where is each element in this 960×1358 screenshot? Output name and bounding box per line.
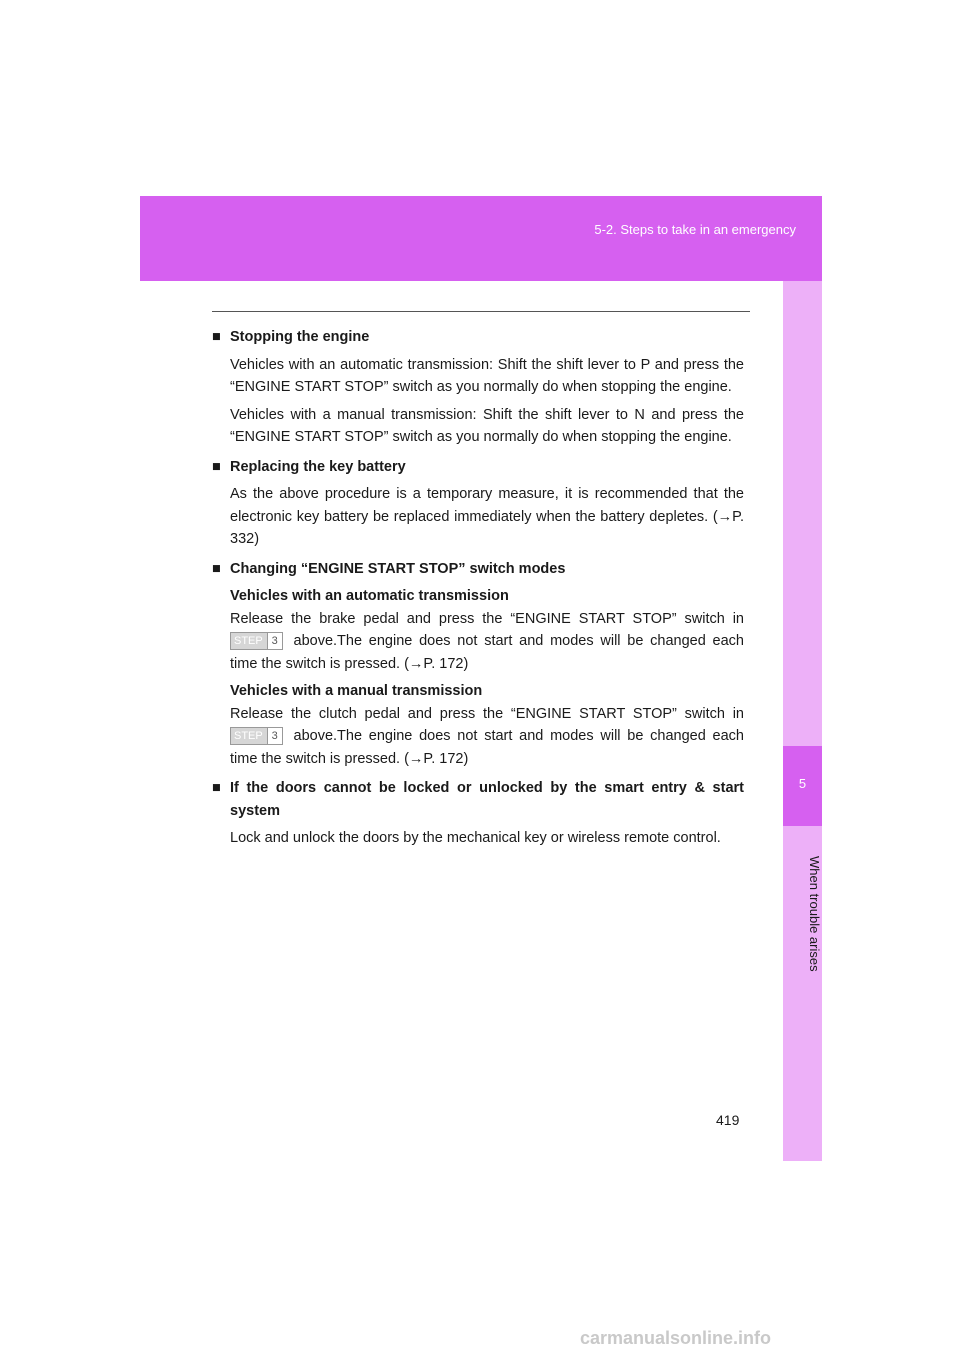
step-badge: STEP 3 <box>230 727 283 745</box>
square-bullet-icon: ■ <box>212 560 221 577</box>
paragraph: Release the clutch pedal and press the “ENGINE START STOP” switch in STEP 3 above.The engine does not start and modes will be changed each time the switch is pressed. (→P. 172) <box>230 705 744 767</box>
section-header-band <box>140 196 822 281</box>
paragraph: As the above procedure is a temporary measure, it is recommended that the electronic key battery be replaced immediately when the battery depletes. (→P. 332) <box>230 486 744 547</box>
item-stopping-engine <box>212 326 744 449</box>
page-number: 419 <box>716 1112 740 1128</box>
sub-heading: Vehicles with a manual transmission <box>230 683 483 699</box>
watermark: carmanualsonline.info <box>580 1328 772 1348</box>
item-title: ■ If the doors cannot be locked or unlocked by the smart entry & start system <box>212 777 744 822</box>
item-title: ■ Changing “ENGINE START STOP” switch modes <box>212 558 744 581</box>
item-title: ■ Replacing the key battery <box>212 456 744 479</box>
paragraph: Vehicles with a manual transmission: Shift the shift lever to N and press the “ENGINE START STOP” switch as you normally do when stopping the engine. <box>230 406 744 445</box>
chapter-side-tab <box>783 281 822 1161</box>
paragraph: Vehicles with an automatic transmission: Shift the shift lever to P and press the “ENGINE START STOP” switch as you normally do when stopping the engine. <box>230 356 744 395</box>
step-badge: STEP 3 <box>230 632 283 650</box>
paragraph: Lock and unlock the doors by the mechanical key or wireless remote control. <box>230 830 721 846</box>
item-switch-modes <box>212 558 744 771</box>
paragraph: Release the brake pedal and press the “ENGINE START STOP” switch in STEP 3 above.The engine does not start and modes will be changed each time the switch is pressed. (→P. 172) <box>230 610 744 672</box>
page-content <box>212 326 744 857</box>
square-bullet-icon: ■ <box>212 329 221 345</box>
chapter-label: When trouble arises <box>807 856 822 972</box>
item-smart-entry <box>212 777 744 850</box>
item-key-battery <box>212 456 744 551</box>
square-bullet-icon: ■ <box>212 458 221 475</box>
top-divider <box>212 311 750 312</box>
square-bullet-icon: ■ <box>212 780 221 796</box>
item-title: ■ Stopping the engine <box>212 326 744 349</box>
section-title: 5-2. Steps to take in an emergency <box>594 222 796 237</box>
chapter-number-tab <box>783 746 822 826</box>
sub-heading: Vehicles with an automatic transmission <box>230 588 509 604</box>
chapter-number: 5 <box>798 776 807 791</box>
